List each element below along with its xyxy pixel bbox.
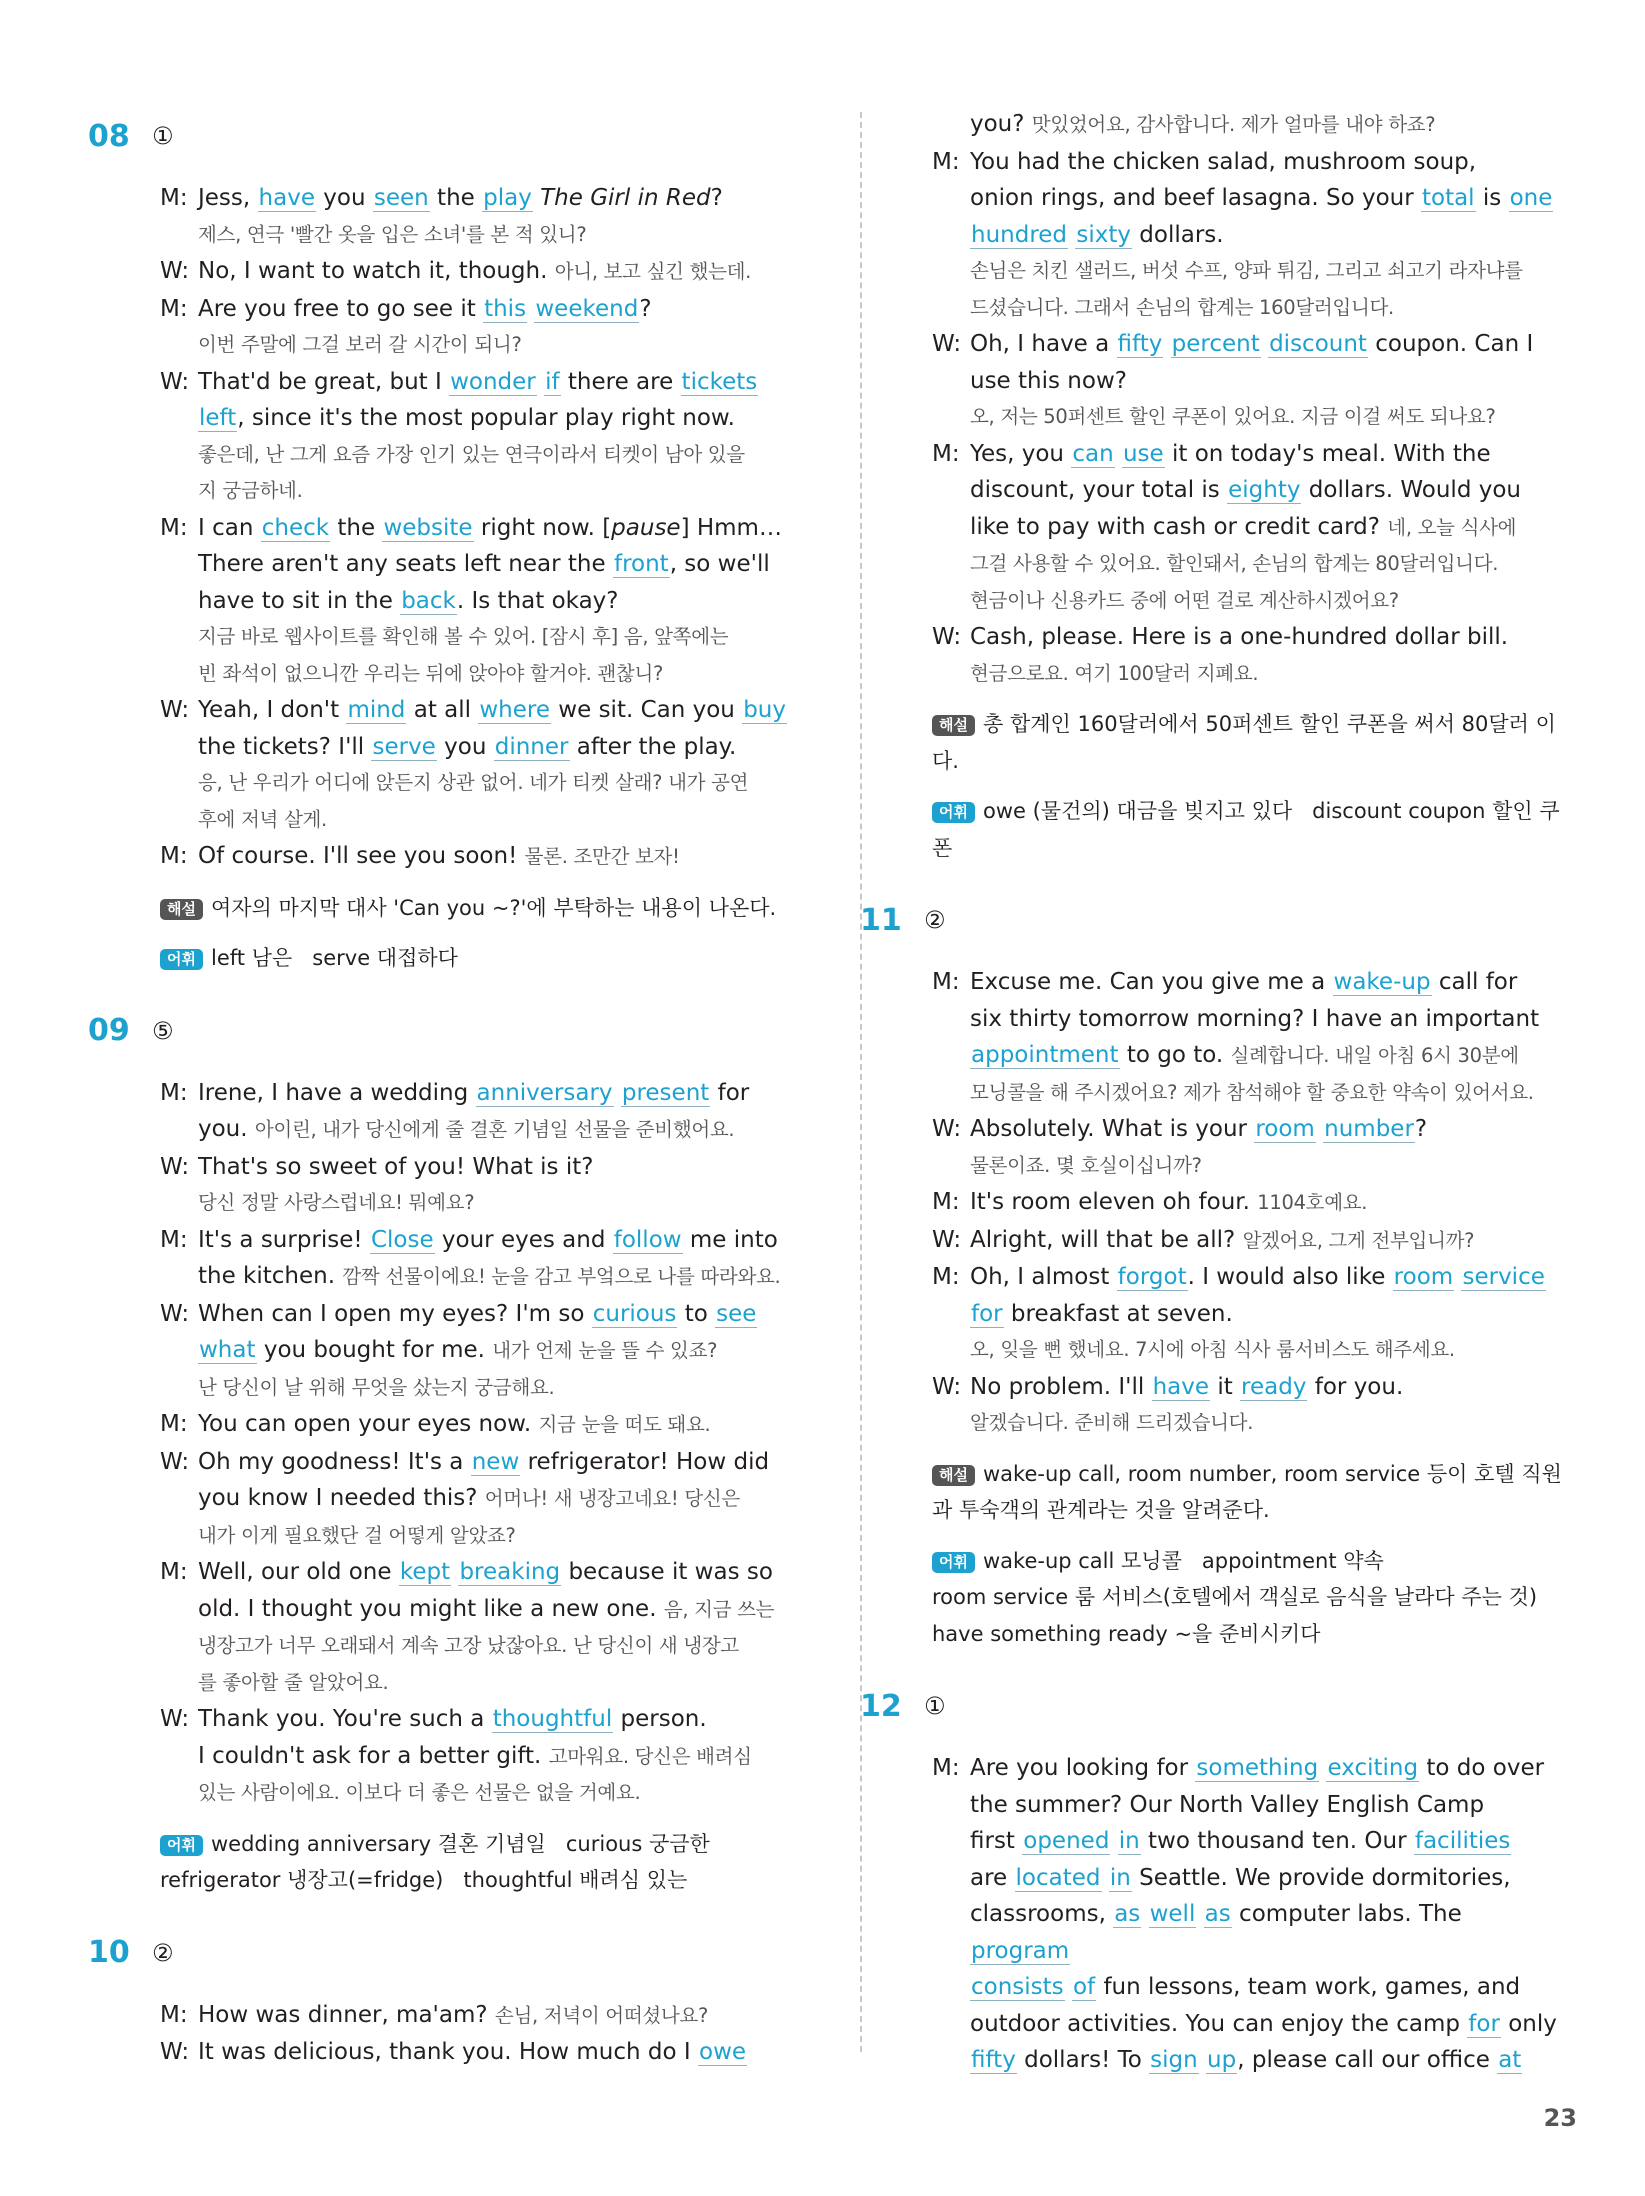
question-number: 12	[860, 1688, 902, 1724]
dialogue-line: you know I needed this? 어머나! 새 냉장고네요! 당신은	[198, 1485, 740, 1511]
vocab-line: wedding anniversary 결혼 기념일 curious 궁금한	[210, 1831, 710, 1856]
translation-line: 난 당신이 날 위해 무엇을 샀는지 궁금해요.	[198, 1375, 555, 1399]
dialogue-line: W: Yeah, I don't mind at all where we sit. Can you buy	[160, 697, 786, 723]
dialogue-line: use this now?	[970, 367, 1127, 394]
translation-line: 냉장고가 너무 오래돼서 계속 고장 났잖아요. 난 당신이 새 냉장고	[198, 1634, 739, 1657]
transcript-10	[160, 1997, 840, 2071]
dialogue-line: W: Oh, I have a fifty percent discount coupon. Can I	[932, 331, 1534, 357]
dialogue-line: I couldn't ask for a better gift. 고마워요. 당신은 배려심	[198, 1742, 752, 1769]
vocab-11	[932, 1543, 1568, 1653]
translation-line: 지금 바로 웹사이트를 확인해 볼 수 있어. [잠시 후] 음, 앞쪽에는	[198, 625, 729, 648]
question-number: 08	[88, 118, 130, 154]
vocab-line: wake-up call 모닝콜 appointment 약속	[982, 1548, 1384, 1573]
vocab-tag: 어휘	[160, 949, 203, 970]
translation-line: 내가 이게 필요했단 걸 어떻게 알았죠?	[198, 1523, 516, 1547]
commentary-text: 여자의 마지막 대사 'Can you ~?'에 부탁하는 내용이 나온다.	[210, 895, 777, 920]
vocab-10	[932, 793, 1568, 866]
transcript-08	[160, 180, 840, 876]
dialogue-line: W: Absolutely. What is your room number?	[932, 1116, 1428, 1142]
translation-line: 드셨습니다. 그래서 손님의 합계는 160달러입니다.	[970, 295, 1394, 319]
dialogue-line: discount, your total is eighty dollars. Would you	[970, 477, 1521, 503]
translation-line: 손님은 치킨 샐러드, 버섯 수프, 양파 튀김, 그리고 쇠고기 라자냐를	[970, 259, 1523, 282]
transcript-11	[932, 964, 1568, 1442]
dialogue-line: old. I thought you might like a new one. 음, 지금 쓰는	[198, 1595, 775, 1622]
translation-line: 모닝콜을 해 주시겠어요? 제가 참석해야 할 중요한 약속이 있어서요.	[970, 1080, 1534, 1104]
dialogue-line: M: I can check the website right now. [pause] Hmm…	[160, 514, 782, 541]
vocab-text: owe (물건의) 대금을 빚지고 있다 discount coupon 할인 쿠폰	[932, 799, 1560, 860]
dialogue-line: W: That'd be great, but I wonder if there are tickets	[160, 368, 758, 395]
dialogue-line: the tickets? I'll serve you dinner after the play.	[198, 733, 737, 760]
dialogue-line: M: Are you looking for something exciting to do over	[932, 1755, 1545, 1781]
question-answer: ②	[924, 906, 946, 934]
vocab-tag: 어휘	[160, 1835, 203, 1856]
column-divider	[860, 112, 862, 2052]
dialogue-line: M: How was dinner, ma'am? 손님, 저녁이 어떠셨나요?	[160, 2001, 709, 2028]
dialogue-line: are located in Seattle. We provide dormitories,	[970, 1864, 1511, 1891]
page-number: 23	[1543, 2104, 1577, 2132]
dialogue-line: appointment to go to. 실례합니다. 내일 아침 6시 30분에	[971, 1042, 1519, 1068]
vocab-09	[160, 1826, 840, 1899]
translation-line: 그걸 사용할 수 있어요. 할인돼서, 손님의 합계는 80달러입니다.	[970, 552, 1499, 575]
vocab-line: room service 룸 서비스(호텔에서 객실로 음식을 날라다 주는 것)	[932, 1585, 1538, 1609]
transcript-12	[932, 1750, 1568, 2079]
vocab-line: have something ready ~을 준비시키다	[932, 1621, 1321, 1646]
dialogue-line: six thirty tomorrow morning? I have an important	[970, 1005, 1540, 1032]
dialogue-line: have to sit in the back. Is that okay?	[198, 587, 619, 614]
translation-line: 빈 좌석이 없으니깐 우리는 뒤에 앉아야 할거야. 괜찮니?	[198, 661, 664, 685]
dialogue-line: fifty dollars! To sign up, please call our office at	[971, 2047, 1522, 2073]
vocab-tag: 어휘	[932, 802, 975, 823]
translation-line: 를 좋아할 줄 알았어요.	[198, 1670, 389, 1694]
vocab-line: refrigerator 냉장고(=fridge) thoughtful 배려심 있는	[160, 1868, 688, 1892]
dialogue-line: onion rings, and beef lasagna. So your total is one	[970, 185, 1553, 211]
dialogue-line: W: When can I open my eyes? I'm so curious to see	[160, 1300, 757, 1327]
dialogue-line: the kitchen. 깜짝 선물이에요! 눈을 감고 부엌으로 나를 따라와요.	[198, 1263, 781, 1289]
translation-line: 좋은데, 난 그게 요즘 가장 인기 있는 연극이라서 티켓이 남아 있을	[198, 442, 745, 466]
transcript-09	[160, 1075, 840, 1812]
commentary-tag: 해설	[160, 899, 203, 920]
vocab-08	[160, 940, 840, 977]
translation-line: 이번 주말에 그걸 보러 갈 시간이 되니?	[198, 333, 522, 356]
dialogue-line: consists of fun lessons, team work, games, and	[971, 1974, 1521, 2000]
dialogue-line: classrooms, as well as computer labs. The program	[970, 1901, 1462, 1964]
dialogue-line: W: Alright, will that be all? 알겠어요, 그게 전부입니까?	[932, 1226, 1475, 1253]
dialogue-line: M: Yes, you can use it on today's meal. With the	[932, 440, 1491, 467]
dialogue-line: M: It's a surprise! Close your eyes and follow me into	[160, 1226, 778, 1253]
commentary-11	[932, 1456, 1568, 1529]
dialogue-line: outdoor activities. You can enjoy the camp for only	[970, 2010, 1557, 2037]
translation-line: 당신 정말 사랑스럽네요! 뭐예요?	[198, 1191, 475, 1214]
dialogue-line: M: Oh, I almost forgot. I would also like room service	[932, 1264, 1545, 1290]
translation-line: 현금이나 신용카드 중에 어떤 걸로 계산하시겠어요?	[970, 588, 1399, 612]
left-column	[88, 108, 840, 2071]
commentary-text: 총 합계인 160달러에서 50퍼센트 할인 쿠폰을 써서 80달러 이다.	[932, 712, 1556, 773]
dialogue-line: M: You can open your eyes now. 지금 눈을 떠도 돼요.	[160, 1411, 711, 1437]
question-answer: ⑤	[152, 1016, 174, 1045]
question-answer: ①	[152, 122, 174, 150]
commentary-tag: 해설	[932, 1465, 975, 1486]
question-answer: ①	[924, 1692, 946, 1720]
dialogue-line: the summer? Our North Valley English Camp	[970, 1791, 1485, 1818]
vocab-item: left 남은	[210, 946, 293, 970]
dialogue-line: M: Are you free to go see it this weekend?	[160, 295, 652, 322]
vocab-item: serve 대접하다	[312, 946, 458, 970]
commentary-text: wake-up call, room number, room service 등이 호텔 직원과 투숙객의 관계라는 것을 알려준다.	[932, 1461, 1562, 1522]
question-10-header	[88, 1925, 840, 1981]
dialogue-line: W: Oh my goodness! It's a new refrigerator! How did	[160, 1448, 770, 1475]
dialogue-line: W: Thank you. You're such a thoughtful person.	[160, 1706, 707, 1732]
translation-line: 현금으로요. 여기 100달러 지폐요.	[970, 661, 1259, 685]
translation-line: 오, 저는 50퍼센트 할인 쿠폰이 있어요. 지금 이걸 써도 되나요?	[970, 405, 1496, 428]
question-09-header	[88, 1003, 840, 1059]
dialogue-line: W: That's so sweet of you! What is it?	[160, 1153, 594, 1180]
translation-line: 알겠습니다. 준비해 드리겠습니다.	[970, 1411, 1254, 1434]
dialogue-line: hundred sixty dollars.	[971, 221, 1224, 248]
dialogue-line: you? 맛있었어요, 감사합니다. 제가 얼마를 내야 하죠?	[970, 111, 1436, 137]
dialogue-line: W: It was delicious, thank you. How much do I owe	[160, 2039, 747, 2065]
dialogue-line: M: Excuse me. Can you give me a wake-up call for	[932, 969, 1518, 995]
dialogue-line: W: No, I want to watch it, though. 아니, 보고 싶긴 했는데.	[160, 258, 752, 284]
translation-line: 있는 사람이에요. 이보다 더 좋은 선물은 없을 거예요.	[198, 1781, 641, 1804]
dialogue-line: M: Well, our old one kept breaking because it was so	[160, 1559, 773, 1585]
question-11-header	[860, 892, 1568, 948]
translation-line: 제스, 연극 '빨간 옷을 입은 소녀'를 본 적 있니?	[198, 222, 587, 246]
commentary-08	[160, 890, 840, 927]
dialogue-line: There aren't any seats left near the front, so we'll	[198, 551, 770, 577]
question-12-header	[860, 1678, 1568, 1734]
commentary-tag: 해설	[932, 715, 975, 736]
commentary-10	[932, 706, 1568, 779]
question-number: 10	[88, 1935, 130, 1970]
transcript-10-continued	[932, 106, 1568, 692]
translation-line: 지 궁금하네.	[198, 479, 303, 502]
translation-line: 응, 난 우리가 어디에 앉든지 상관 없어. 네가 티켓 살래? 내가 공연	[198, 771, 749, 794]
question-answer: ②	[152, 1938, 174, 1967]
dialogue-line: W: No problem. I'll have it ready for you.	[932, 1373, 1404, 1400]
dialogue-line: what you bought for me. 내가 언제 눈을 뜰 수 있죠?	[199, 1337, 718, 1363]
dialogue-line: M: You had the chicken salad, mushroom soup,	[932, 148, 1477, 175]
dialogue-line: M: Of course. I'll see you soon! 물론. 조만간 보자!	[160, 843, 680, 869]
dialogue-line: left, since it's the most popular play right now.	[199, 405, 735, 431]
question-08-header	[88, 108, 840, 164]
dialogue-line: M: It's room eleven oh four. 1104호예요.	[932, 1189, 1368, 1215]
dialogue-line: first opened in two thousand ten. Our facilities	[970, 1828, 1511, 1854]
dialogue-line: M: Irene, I have a wedding anniversary present for	[160, 1079, 750, 1106]
question-number: 09	[88, 1013, 130, 1048]
right-column	[860, 106, 1568, 2079]
translation-line: 물론이죠. 몇 호실이십니까?	[970, 1153, 1202, 1177]
dialogue-line: you. 아이린, 내가 당신에게 줄 결혼 기념일 선물을 준비했어요.	[198, 1116, 735, 1142]
dialogue-line: for breakfast at seven.	[971, 1300, 1233, 1327]
vocab-tag: 어휘	[932, 1552, 975, 1573]
translation-line: 오, 잊을 뻔 했네요. 7시에 아침 식사 룸서비스도 해주세요.	[970, 1338, 1455, 1361]
dialogue-line: M: Jess, have you seen the play The Girl in Red?	[160, 185, 723, 211]
translation-line: 후에 저녁 살게.	[198, 807, 327, 831]
dialogue-line: W: Cash, please. Here is a one-hundred dollar bill.	[932, 624, 1509, 650]
dialogue-line: like to pay with cash or credit card? 네, 오늘 식사에	[970, 513, 1517, 540]
question-number: 11	[860, 902, 902, 938]
